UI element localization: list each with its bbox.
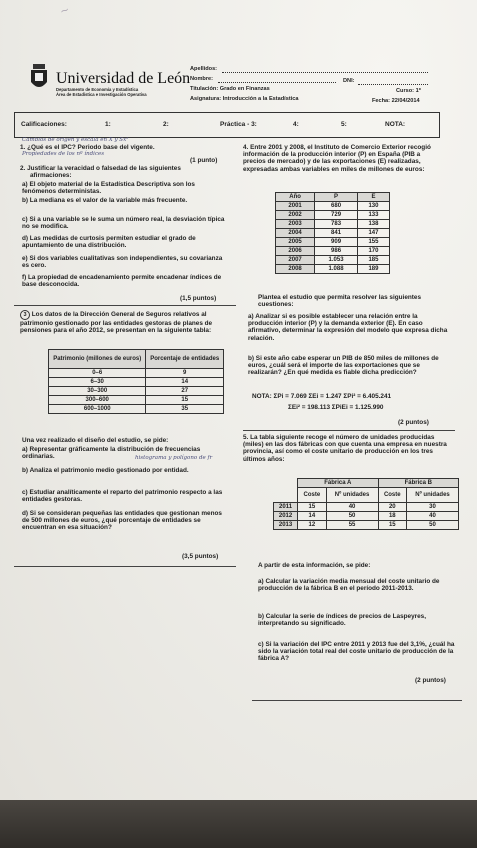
col-porcentaje: Porcentaje de entidades [146,350,224,369]
dni-field[interactable] [358,84,428,85]
grade-nota: NOTA: [385,121,406,128]
grade-q4: 4: [293,121,299,128]
department-name: Departamento de Economía y Estadística Área de Estadística e Investigación Operativa [56,87,147,97]
question-5-after: A partir de esta información, se pide: [258,562,371,569]
question-3d: d) Si se consideran pequeñas las entidades que gestionan menos de 500 millones de euros, ¿qué porcentaje de entidades se encuentran en esa situación? [22,510,222,532]
grades-label: Calificaciones: [21,121,67,128]
question-2c: c) Si a una variable se le suma un número real, la desviación típica no se modifica. [22,216,225,231]
question-2-points: (1,5 puntos) [180,295,217,302]
fabrica-a-header: Fábrica A [298,479,378,488]
fabricas-table: Fábrica A Fábrica B Coste Nº unidades Coste Nº unidades 2011 15 40 20 30 2012 14 50 18 40 2013 12 55 15 50 [273,478,459,530]
question-5b: b) Calcular la serie de índices de precios de Laspeyres, interpretando su significado. [258,613,427,628]
table-row: 2004 841 147 [276,229,390,238]
nombre-field[interactable] [218,82,336,83]
question-2-title: 2. Justificar la veracidad o falsedad de las siguientes afirmaciones: [20,165,181,180]
fecha-label: Fecha: 22/04/2014 [372,98,420,104]
table-row: 600–1000 35 [49,405,224,414]
grade-q5: 5: [341,121,347,128]
col-patrimonio: Patrimonio (millones de euros) [49,350,146,369]
university-name: Universidad de León [56,70,191,87]
question-2b: b) La mediana es el valor de la variable más frecuente. [22,197,188,204]
curso-label: Curso: 1º [396,88,421,94]
question-4-points: (2 puntos) [398,419,429,426]
apellidos-field[interactable] [222,72,428,73]
titulacion-label: Titulación: Grado en Finanzas [190,86,270,92]
handwritten-note: Propiedades de los nº índices [22,151,105,157]
grades-box [14,112,440,138]
grade-practica: Práctica - 3: [220,121,257,128]
table-row: 2001 680 130 [276,202,390,211]
question-5c: c) Si la variación del IPC entre 2011 y 2013 fue del 3,1%, ¿cuál ha sido la variación total real del coste unitario de producción de la fábrica A? [258,641,455,663]
question-2f: f) La propiedad de encadenamiento permite encadenar índices de base desconocida. [22,274,222,289]
divider [252,700,462,701]
question-4b: b) Si este año cabe esperar un PIB de 850 miles de millones de euros, ¿cuál será el importe de las exportaciones que se realizarán? ¿En qué medida es fiable dicha predicción? [248,355,439,377]
question-4a: a) Analizar si es posible establecer una relación entre la producción interior (P) y la demanda exterior (E). En caso afirmativo, determinar la expresión del modelo que expresa dicha relación. [248,313,448,342]
question-5-points: (2 puntos) [415,677,446,684]
question-5-intro: 5. La tabla siguiente recoge el número de unidades producidas (miles) en las dos fábricas con que cuenta una empresa en nuestra provincia, así como el coste unitario de producción en los tres últimos años: [243,434,447,463]
question-2d: d) Las medidas de curtosis permiten estudiar el grado de apuntamiento de una distribución. [22,235,196,250]
table-row: 30–300 27 [49,387,224,396]
question-3-number: 3 [20,310,30,320]
question-1-points: (1 punto) [190,157,218,164]
table-surface [0,800,477,848]
table-row: 2011 15 40 20 30 [274,503,459,512]
question-3-after: Una vez realizado el diseño del estudio, se pide: [22,437,169,444]
question-4-nota-line2: ΣEi² = 198.113 ΣPiEi = 1.125.990 [288,404,384,411]
question-3a: a) Representar gráficamente la distribución de frecuencias ordinarias. [22,446,201,461]
question-2a: a) El objeto material de la Estadística Descriptiva son los fenómenos deterministas. [22,181,195,196]
patrimonio-table [48,349,224,414]
table-row: 300–600 15 [49,396,224,405]
question-1: 1. ¿Qué es el IPC? Periodo base del vigente. [20,144,155,151]
question-3b: b) Analiza el patrimonio medio gestionado por entidad. [22,467,189,474]
col-p: P [315,193,358,202]
university-crest-icon [28,62,50,92]
fabrica-b-header: Fábrica B [378,479,458,488]
question-4-nota-line1: NOTA: ΣPi = 7.069 ΣEi = 1.247 ΣPi² = 6.405.241 [252,393,392,400]
table-row: 2002 729 133 [276,211,390,220]
question-3c: c) Estudiar analíticamente el reparto del patrimonio respecto a las entidades gestoras. [22,489,223,504]
question-4-plantea: Plantea el estudio que permita resolver las siguientes cuestiones: [258,294,422,309]
table-row: 2003 783 138 [276,220,390,229]
table-row: 2005 909 155 [276,238,390,247]
table-row: 0–6 9 [49,369,224,378]
question-3-points: (3,5 puntos) [182,553,219,560]
table-row: 2012 14 50 18 40 [274,512,459,521]
grade-q2: 2: [163,121,169,128]
handwritten-note: Cambios de origen y escala en X y Sx² [22,137,129,143]
table-row: 2013 12 55 15 50 [274,521,459,530]
table-row: 2006 986 170 [276,247,390,256]
grade-q1: 1: [105,121,111,128]
apellidos-label: Apellidos: [190,66,218,72]
col-e: E [357,193,389,202]
question-2e: e) Si dos variables cualitativas son independientes, su covarianza es cero. [22,255,223,270]
divider [14,305,236,306]
dni-label: DNI: [343,78,355,84]
question-4-intro: 4. Entre 2001 y 2008, el Instituto de Comercio Exterior recogió información de la producción interior (P) en España (PIB a precios de mercado) y de las exportaciones (E) realizadas, expresadas ambas variables en miles de millones de euros: [243,144,431,173]
table-row: 2008 1.088 189 [276,265,390,274]
handwritten-note: histograma y polígono de fr [135,455,213,461]
pib-export-table [275,192,390,274]
divider [14,566,236,567]
asignatura-label: Asignatura: Introducción a la Estadística [190,96,299,102]
question-5a: a) Calcular la variación media mensual del coste unitario de producción de la fábrica B en el período 2011-2013. [258,578,440,593]
background-scribble: ~ [58,2,72,19]
divider [243,430,455,431]
col-year: Año [276,193,315,202]
table-row: 2007 1.053 185 [276,256,390,265]
nombre-label: Nombre: [190,76,213,82]
question-3-intro: 3 Los datos de la Dirección General de Seguros relativos al patrimonio gestionado por las entidades gestoras de planes de pensiones para el año 2012, se presentan en la siguiente tabla: [20,311,213,335]
table-row: 6–30 14 [49,378,224,387]
